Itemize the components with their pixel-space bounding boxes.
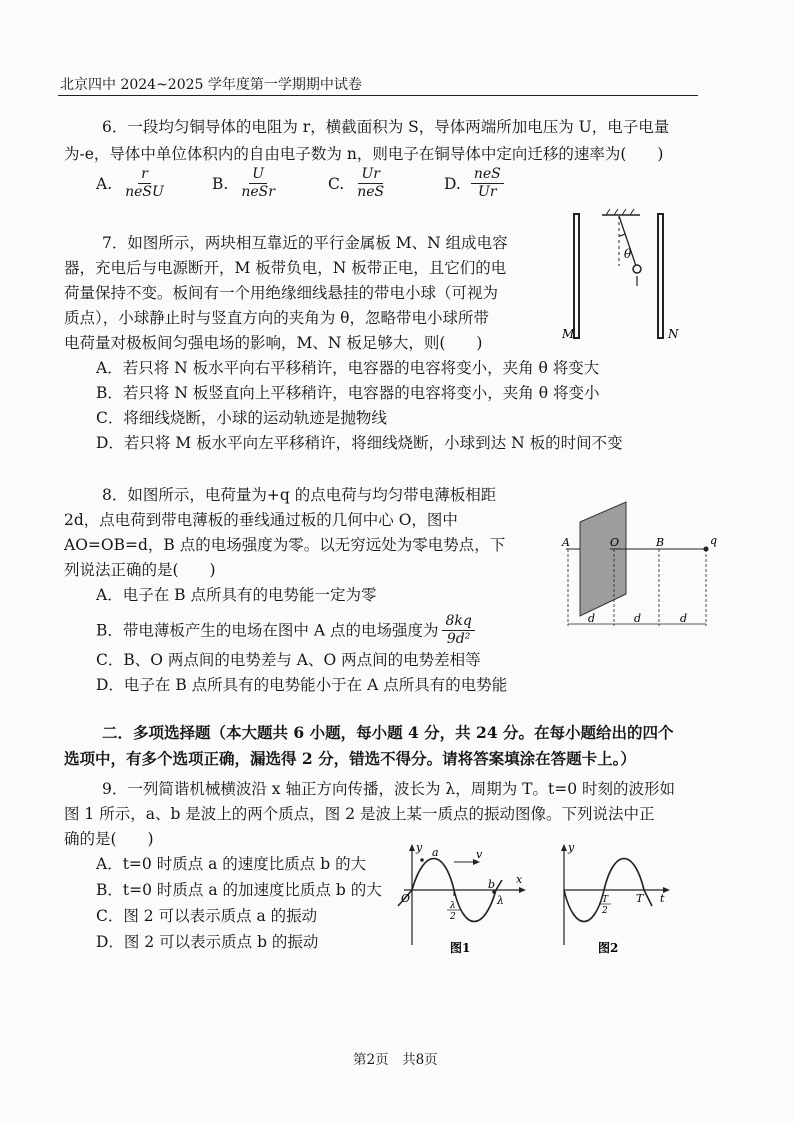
fig1-a-label: a [432, 846, 439, 859]
exam-header: 北京四中 2024~2025 学年度第一学期期中试卷 [60, 77, 362, 93]
q8-line2: 2d，点电荷到带电薄板的垂线通过板的几何中心 O，图中 [64, 511, 458, 529]
q6-option-b: B. $\frac{U}{\text{neSr}}$ [212, 166, 275, 200]
label-d-3: d [680, 612, 688, 625]
label-d-2: d [634, 612, 642, 625]
fig1-lambda-label: λ [497, 894, 504, 907]
fig1-half-den: 2 [450, 912, 456, 922]
fig1-b-label: b [488, 878, 496, 891]
charged-plate [580, 502, 626, 616]
q9-option-c: C．图 2 可以表示质点 a 的振动 [96, 907, 318, 925]
q8-plate-figure [558, 494, 718, 634]
fig1-half-num: λ [450, 901, 456, 911]
fig2-half-num: T [602, 895, 609, 905]
q6-option-c: C. $\frac{Ur}{\text{neS}}$ [328, 166, 385, 200]
label-a: A [562, 536, 570, 549]
q9-line2: 图 1 所示，a、b 是波上的两个质点，图 2 是波上某一质点的振动图像。下列说法中正 [64, 805, 655, 823]
fig2-caption: 图2 [598, 941, 619, 955]
fig2-y-label: y [568, 841, 575, 854]
q7-line3: 荷量保持不变。板间有一个用绝缘细线悬挂的带电小球（可视为 [64, 284, 499, 302]
q6-option-d: D. $\frac{\text{neS}}{Ur}$ [444, 166, 508, 201]
label-d-1: d [588, 612, 596, 625]
fig2-t-label: t [660, 892, 665, 905]
q6-line2: 为-e，导体中单位体积内的自由电子数为 n，则电子在铜导体中定向迁移的速率为( ) [64, 145, 664, 163]
q8-line3: AO=OB=d，B 点的电场强度为零。以无穷远处为零电势点，下 [64, 536, 506, 554]
q9-figure1-waveform [392, 840, 532, 960]
q7-line2: 器，充电后与电源断开，M 板带负电，N 板带正电，且它们的电 [64, 259, 507, 277]
q9-option-b: B．t=0 时质点 a 的加速度比质点 b 的大 [96, 881, 382, 899]
q8-option-d: D．电子在 B 点所具有的电势能小于在 A 点所具有的电势能 [96, 676, 508, 694]
fig1-caption: 图1 [450, 941, 471, 955]
label-o: O [610, 536, 620, 549]
q9-line3: 确的是( ) [64, 830, 154, 848]
q8-option-b: B．带电薄板产生的电场在图中 A 点的电场强度为 $\frac{8kq}{\text{9d²}}$ [96, 613, 479, 648]
q7-line4: 质点），小球静止时与竖直方向的夹角为 θ，忽略带电小球所带 [64, 309, 490, 327]
fig2-T-label: T [636, 892, 644, 905]
label-n: N [668, 327, 679, 341]
q7-line1: 7．如图所示，两块相互靠近的平行金属板 M、N 组成电容 [102, 234, 508, 252]
theta-label: θ [624, 247, 632, 261]
plate-m [574, 214, 579, 338]
q7-option-b: B．若只将 N 板竖直向上平移稍许，电容器的电容将变小，夹角 θ 将变小 [96, 384, 600, 402]
q8-line4: 列说法正确的是( ) [64, 561, 216, 579]
q7-capacitor-figure [560, 206, 680, 346]
q9-option-d: D．图 2 可以表示质点 b 的振动 [96, 933, 319, 951]
fig1-x-label: x [516, 873, 523, 886]
plate-n [658, 214, 663, 338]
charged-ball [633, 265, 641, 273]
q9-option-a: A．t=0 时质点 a 的速度比质点 b 的大 [96, 855, 367, 873]
q8-option-a: A．电子在 B 点所具有的电势能一定为零 [96, 586, 377, 604]
q9-figure2-vibration [548, 840, 678, 960]
section2-line1: 二．多项选择题（本大题共 6 小题，每小题 4 分，共 24 分。在每小题给出的四个 [102, 723, 674, 742]
fig1-y-label: y [416, 841, 423, 854]
q7-option-d: D．若只将 M 板水平向左平移稍许，将细线烧断，小球到达 N 板的时间不变 [96, 434, 623, 452]
q6-option-a: A. $\frac{r}{\text{neSU}}$ [96, 166, 164, 200]
fig1-v-label: v [476, 848, 483, 861]
section2-line2: 选项中，有多个选项正确，漏选得 2 分，错选不得分。请将答案填涂在答题卡上。） [64, 749, 636, 768]
q7-line5: 电荷量对极板间匀强电场的影响，M、N 板足够大，则( ) [64, 334, 483, 352]
label-m: M [562, 327, 575, 341]
q8-line1: 8．如图所示，电荷量为+q 的点电荷与均匀带电薄板相距 [102, 486, 497, 504]
q9-line1: 9．一列简谐机械横波沿 x 轴正方向传播，波长为 λ，周期为 T。t=0 时刻的波形如 [102, 780, 675, 798]
fig2-half-den: 2 [602, 906, 608, 916]
q8-option-c: C．B、O 两点间的电势差与 A、O 两点间的电势差相等 [96, 651, 481, 669]
q6-line1: 6．一段均匀铜导体的电阻为 r，横截面积为 S，导体两端所加电压为 U，电子电量 [102, 118, 670, 136]
page-number: 第2页 共8页 [353, 1052, 438, 1068]
q7-option-a: A．若只将 N 板水平向右平移稍许，电容器的电容将变小，夹角 θ 将变大 [96, 359, 600, 377]
label-b: B [656, 536, 665, 549]
header-rule [58, 95, 698, 96]
point-charge [704, 547, 709, 552]
fig1-o-label: O [401, 892, 411, 905]
point-a [420, 858, 424, 862]
label-q: q [710, 534, 718, 547]
q7-option-c: C．将细线烧断，小球的运动轨迹是抛物线 [96, 409, 387, 427]
